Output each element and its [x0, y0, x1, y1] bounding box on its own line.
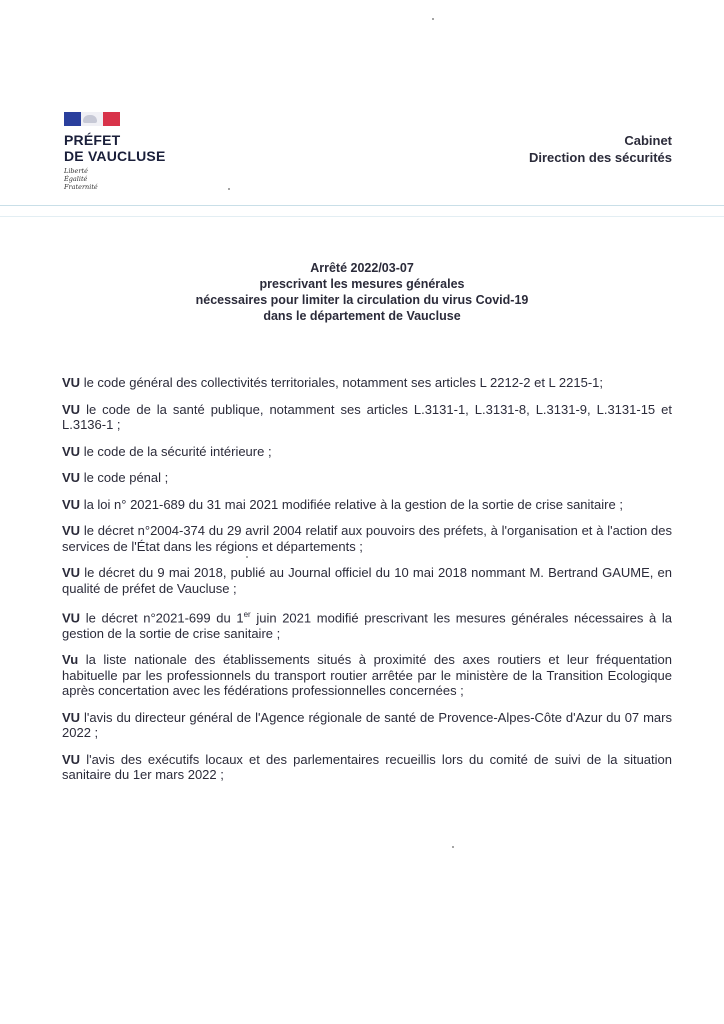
prefecture-name-line-1: PRÉFET — [64, 132, 121, 148]
visa-lead: VU — [62, 401, 81, 417]
visa-text: la liste nationale des établissements situés à proximité des axes routiers et leur fréquentation habituelle par les professionnels du transport routier arrêtée par le ministère de la Transition Ecologique après concertation avec les fédérations professionnelles concernées ; — [62, 652, 672, 699]
decree-title-line-4: dans le département de Vaucluse — [263, 309, 461, 323]
visa-paragraph — [62, 607, 672, 641]
prefecture-name — [64, 132, 166, 164]
visa-paragraph — [62, 375, 672, 391]
visa-paragraph — [62, 402, 672, 433]
visa-lead: Vu — [62, 652, 79, 668]
visa-paragraph — [62, 565, 672, 596]
visa-lead: VU — [62, 470, 81, 485]
scan-speck — [432, 18, 434, 20]
marianne-flag-icon — [64, 112, 120, 126]
visa-lead: VU — [62, 565, 81, 580]
service-cabinet: Cabinet — [624, 133, 672, 148]
visa-text: le code de la santé publique, notamment ses articles L.3131-1, L.3131-8, L.3131-9, L.3131-15 et L.3136-1 ; — [62, 401, 672, 432]
republic-motto — [64, 167, 166, 191]
visa-paragraph — [62, 652, 672, 699]
visa-paragraph — [62, 752, 672, 783]
decree-number: Arrêté 2022/03-07 — [310, 261, 414, 275]
visa-text: le code général des collectivités territoriales, notamment ses articles L 2212-2 et L 2215-1; — [83, 375, 603, 390]
visa-lead: VU — [62, 523, 81, 538]
scan-artifact-line-2 — [0, 216, 724, 217]
visa-text: le décret n°2004-374 du 29 avril 2004 relatif aux pouvoirs des préfets, à l'organisation et à l'action des services de l'État dans les régions et départements ; — [62, 523, 672, 554]
visa-paragraph — [62, 444, 672, 460]
visa-text-continued: juin 2021 modifié prescrivant les mesures générales nécessaires à la gestion de la sortie de crise sanitaire ; — [62, 610, 672, 641]
service-direction: Direction des sécurités — [528, 150, 672, 165]
issuing-service — [529, 132, 672, 166]
prefecture-name-line-2: DE VAUCLUSE — [64, 148, 166, 164]
visa-text: le décret du 9 mai 2018, publié au Journal officiel du 10 mai 2018 nommant M. Bertrand GAUME, en qualité de préfet de Vaucluse ; — [62, 565, 672, 596]
visa-lead: VU — [62, 610, 81, 626]
decree-title-line-3: nécessaires pour limiter la circulation du virus Covid-19 — [195, 293, 529, 307]
visa-paragraph — [62, 470, 672, 486]
scan-artifact-line — [0, 205, 724, 206]
visa-text: l'avis des exécutifs locaux et des parlementaires recueillis lors du comité de suivi de la situation sanitaire du 1er mars 2022 ; — [62, 751, 672, 783]
visa-text: la loi n° 2021-689 du 31 mai 2021 modifiée relative à la gestion de la sortie de crise sanitaire ; — [83, 496, 623, 512]
visa-lead: VU — [62, 751, 81, 767]
visa-lead: VU — [62, 375, 81, 390]
scan-speck — [452, 846, 454, 848]
visa-text-superscript: er — [243, 610, 251, 619]
visa-text: le décret n°2021-699 du 1 — [85, 610, 244, 626]
decree-title — [0, 260, 724, 324]
visa-paragraph — [62, 710, 672, 741]
visa-lead: VU — [62, 443, 81, 459]
visa-text: l'avis du directeur général de l'Agence régionale de santé de Provence-Alpes-Côte d'Azur du 07 mars 2022 ; — [62, 709, 672, 741]
visa-text: le code pénal ; — [83, 470, 169, 485]
visa-paragraph — [62, 523, 672, 554]
visa-text: le code de la sécurité intérieure ; — [83, 443, 272, 459]
motto-egalite: Égalité — [64, 175, 88, 183]
motto-liberte: Liberté — [64, 167, 88, 175]
prefecture-logo — [64, 112, 166, 191]
scan-speck — [228, 188, 230, 190]
visa-lead: VU — [62, 709, 81, 725]
scan-speck — [246, 556, 248, 558]
visas-section — [62, 375, 672, 783]
decree-title-line-2: prescrivant les mesures générales — [259, 277, 465, 291]
visa-paragraph — [62, 497, 672, 513]
visa-lead: VU — [62, 496, 81, 512]
motto-fraternite: Fraternité — [64, 183, 98, 191]
